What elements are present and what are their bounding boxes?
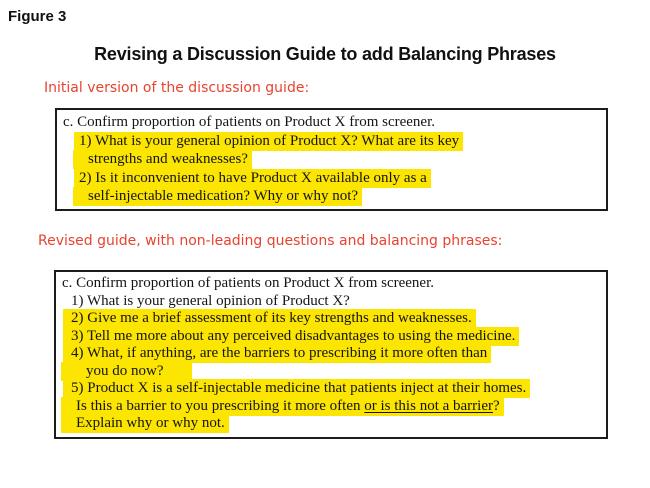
initial-guide-box xyxy=(55,108,608,211)
guide-line xyxy=(71,310,598,328)
guide-line xyxy=(76,415,598,433)
underlined-phrase: or is this not a barrier xyxy=(364,397,493,414)
guide-line xyxy=(79,132,598,151)
revised-guide-box xyxy=(54,270,608,439)
figure-label: Figure 3 xyxy=(8,8,67,25)
highlight xyxy=(61,397,504,416)
highlight xyxy=(63,327,519,346)
guide-line xyxy=(76,398,598,416)
text-segment: 1) What is your general opinion of Product X? xyxy=(71,292,350,309)
guide-line xyxy=(62,275,598,293)
guide-line xyxy=(71,328,598,346)
text-segment: Is this a barrier to you prescribing it more often xyxy=(76,397,365,414)
text-segment: 1) What is your general opinion of Product X? What are its key xyxy=(79,132,460,149)
highlight xyxy=(61,362,192,381)
highlight xyxy=(73,187,362,206)
text-segment: ? xyxy=(492,397,500,414)
text-segment: Explain why or why not. xyxy=(76,415,225,431)
figure-title: Revising a Discussion Guide to add Balancing Phrases xyxy=(94,44,556,64)
text-segment: you do now? xyxy=(86,362,164,379)
highlight xyxy=(61,414,229,433)
highlight xyxy=(74,132,463,151)
text-segment: 3) Tell me more about any perceived disadvantages to using the medicine. xyxy=(71,327,516,344)
text-segment: self-injectable medication? Why or why not? xyxy=(88,188,359,204)
highlight xyxy=(74,169,431,188)
guide-line xyxy=(79,169,598,188)
guide-line xyxy=(71,345,598,363)
highlight xyxy=(63,309,476,328)
guide-line xyxy=(86,363,598,381)
highlight xyxy=(63,379,530,398)
guide-line xyxy=(71,380,598,398)
text-segment: c. Confirm proportion of patients on Product X from screener. xyxy=(62,275,434,291)
text-segment: 2) Is it inconvenient to have Product X available only as a xyxy=(79,169,427,186)
text-segment: 4) What, if anything, are the barriers to prescribing it more often than xyxy=(71,345,488,361)
text-segment: 2) Give me a brief assessment of its key strengths and weaknesses. xyxy=(71,310,472,326)
guide-line xyxy=(71,293,598,311)
text-segment: c. Confirm proportion of patients on Product X from screener. xyxy=(63,114,435,130)
initial-guide-heading: Initial version of the discussion guide: xyxy=(44,80,310,96)
text-segment: strengths and weaknesses? xyxy=(88,151,248,167)
guide-line xyxy=(88,150,598,169)
guide-line xyxy=(88,187,598,206)
revised-guide-heading: Revised guide, with non-leading questions and balancing phrases: xyxy=(38,233,503,249)
highlight xyxy=(63,344,491,363)
guide-line xyxy=(63,113,598,132)
text-segment: 5) Product X is a self-injectable medicine that patients inject at their homes. xyxy=(71,380,527,396)
highlight xyxy=(73,150,252,169)
